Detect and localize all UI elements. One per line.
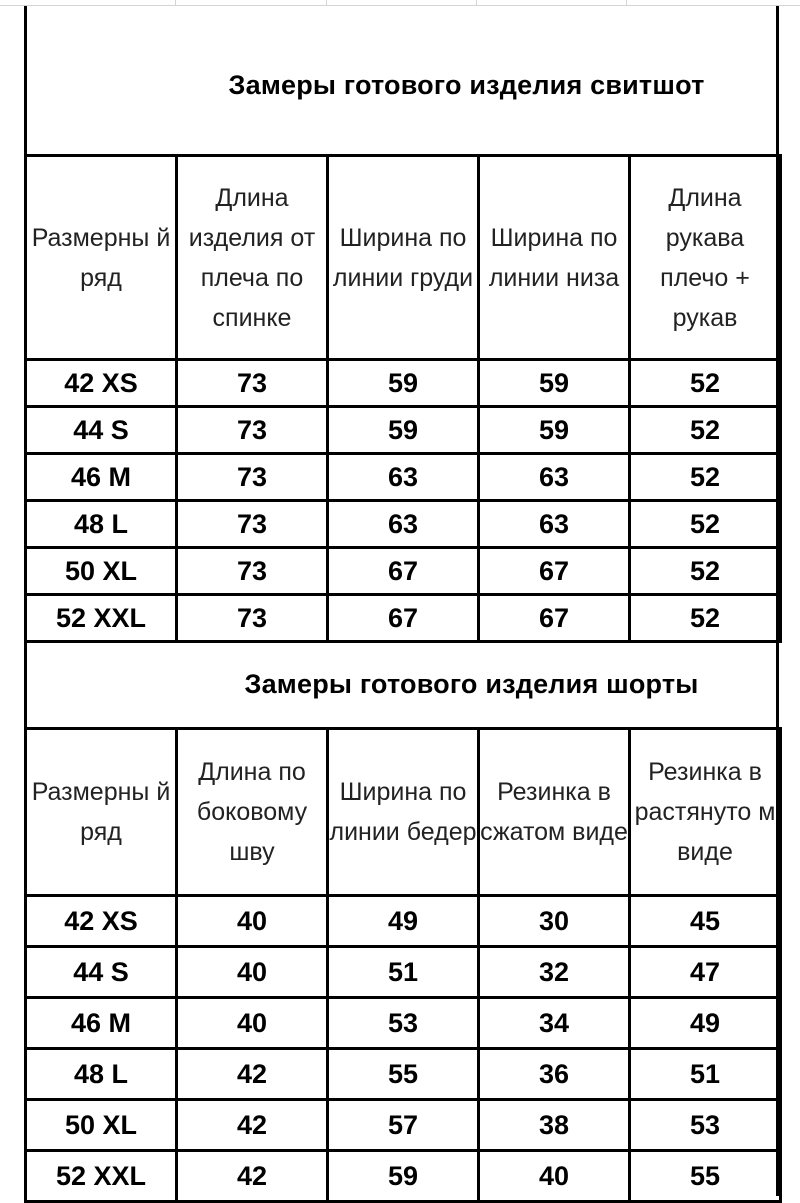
value-cell: 49 <box>630 998 781 1049</box>
size-cell: 42 XS <box>26 896 177 947</box>
value-cell: 34 <box>479 998 630 1049</box>
table-row <box>26 407 781 454</box>
value-cell: 57 <box>328 1100 479 1151</box>
size-cell: 46 M <box>26 454 177 501</box>
value-cell: 52 <box>630 360 781 407</box>
table-row <box>26 595 781 642</box>
value-cell: 73 <box>177 595 328 642</box>
table-row <box>26 998 781 1049</box>
value-cell: 52 <box>630 595 781 642</box>
size-cell: 52 XXL <box>26 595 177 642</box>
value-cell: 59 <box>328 1151 479 1202</box>
table-row <box>26 1049 781 1100</box>
table-row <box>26 454 781 501</box>
value-cell: 49 <box>328 896 479 947</box>
value-cell: 59 <box>479 360 630 407</box>
value-cell: 53 <box>328 998 479 1049</box>
value-cell: 73 <box>177 501 328 548</box>
value-cell: 73 <box>177 548 328 595</box>
table-row <box>26 896 781 947</box>
sweatshirt-title-text: Замеры готового изделия свитшот <box>228 69 705 100</box>
value-cell: 53 <box>630 1100 781 1151</box>
value-cell: 42 <box>177 1100 328 1151</box>
value-cell: 55 <box>328 1049 479 1100</box>
table-row <box>26 1151 781 1202</box>
header-size-range: Размерны й ряд <box>26 156 177 360</box>
value-cell: 45 <box>630 896 781 947</box>
value-cell: 40 <box>479 1151 630 1202</box>
header-size-range: Размерны й ряд <box>26 729 177 896</box>
header-chest-width: Ширина по линии груди <box>328 156 479 360</box>
table-row <box>26 360 781 407</box>
value-cell: 63 <box>479 501 630 548</box>
size-cell: 50 XL <box>26 548 177 595</box>
header-hem-width: Ширина по линии низа <box>479 156 630 360</box>
size-cell: 44 S <box>26 947 177 998</box>
value-cell: 73 <box>177 454 328 501</box>
value-cell: 52 <box>630 548 781 595</box>
value-cell: 52 <box>630 407 781 454</box>
value-cell: 51 <box>630 1049 781 1100</box>
size-cell: 44 S <box>26 407 177 454</box>
value-cell: 51 <box>328 947 479 998</box>
size-cell: 42 XS <box>26 360 177 407</box>
value-cell: 40 <box>177 998 328 1049</box>
sweatshirt-table-title <box>24 6 779 156</box>
header-elastic-stretched: Резинка в растянуто м виде <box>630 729 781 896</box>
value-cell: 63 <box>328 501 479 548</box>
value-cell: 32 <box>479 947 630 998</box>
value-cell: 67 <box>328 595 479 642</box>
header-elastic-relaxed: Резинка в сжатом виде <box>479 729 630 896</box>
size-cell: 46 M <box>26 998 177 1049</box>
value-cell: 52 <box>630 501 781 548</box>
table-row <box>26 947 781 998</box>
value-cell: 40 <box>177 896 328 947</box>
size-cell: 48 L <box>26 501 177 548</box>
header-length-shoulder-back: Длина изделия от плеча по спинке <box>177 156 328 360</box>
header-hip-width: Ширина по линии бедер <box>328 729 479 896</box>
value-cell: 73 <box>177 360 328 407</box>
value-cell: 42 <box>177 1151 328 1202</box>
size-cell: 52 XXL <box>26 1151 177 1202</box>
value-cell: 73 <box>177 407 328 454</box>
value-cell: 67 <box>479 548 630 595</box>
table-header-row <box>26 156 781 360</box>
value-cell: 47 <box>630 947 781 998</box>
shorts-size-table <box>24 727 782 1203</box>
table-row <box>26 548 781 595</box>
value-cell: 52 <box>630 454 781 501</box>
value-cell: 59 <box>328 360 479 407</box>
value-cell: 59 <box>328 407 479 454</box>
value-cell: 55 <box>630 1151 781 1202</box>
value-cell: 38 <box>479 1100 630 1151</box>
value-cell: 63 <box>328 454 479 501</box>
value-cell: 59 <box>479 407 630 454</box>
sweatshirt-size-table <box>24 154 782 643</box>
value-cell: 67 <box>328 548 479 595</box>
table-header-row <box>26 729 781 896</box>
value-cell: 67 <box>479 595 630 642</box>
shorts-title-text: Замеры готового изделия шорты <box>244 668 699 699</box>
header-side-seam-length: Длина по боковому шву <box>177 729 328 896</box>
value-cell: 63 <box>479 454 630 501</box>
value-cell: 42 <box>177 1049 328 1100</box>
shorts-table-title <box>24 640 779 728</box>
table-row <box>26 1100 781 1151</box>
size-cell: 50 XL <box>26 1100 177 1151</box>
value-cell: 36 <box>479 1049 630 1100</box>
size-cell: 48 L <box>26 1049 177 1100</box>
table-row <box>26 501 781 548</box>
header-sleeve-length: Длина рукава плечо + рукав <box>630 156 781 360</box>
value-cell: 30 <box>479 896 630 947</box>
value-cell: 40 <box>177 947 328 998</box>
